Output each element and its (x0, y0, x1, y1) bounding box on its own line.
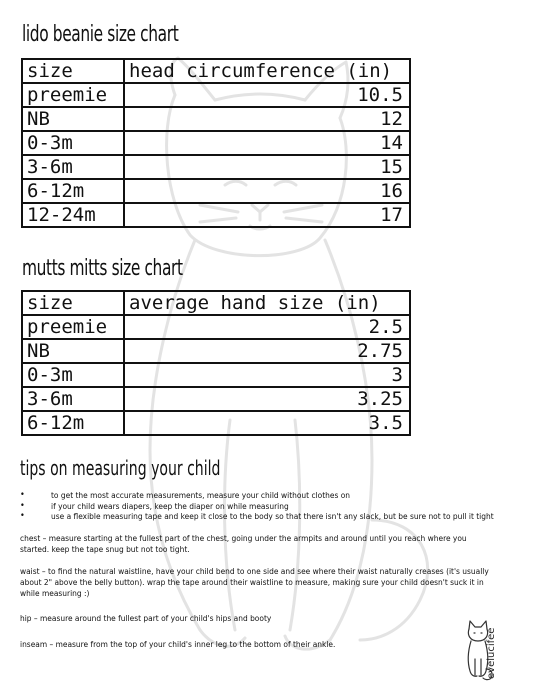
size-cell: 3-6m (22, 387, 124, 411)
size-cell: preemie (22, 83, 124, 107)
value-cell: 17 (124, 203, 410, 227)
mitts-size-table (21, 290, 411, 436)
value-cell: 15 (124, 155, 410, 179)
table-row (22, 179, 410, 203)
table-row (22, 387, 410, 411)
size-cell: 6-12m (22, 411, 124, 435)
beanie-chart-title: lido beanie size chart (22, 22, 179, 47)
size-cell: preemie (22, 315, 124, 339)
table-row (22, 107, 410, 131)
value-cell: 2.75 (124, 339, 410, 363)
size-cell: 0-3m (22, 363, 124, 387)
table-row (22, 155, 410, 179)
tips-heading: tips on measuring your child (20, 456, 221, 480)
beanie-size-table (21, 58, 411, 228)
value-cell: 2.5 (124, 315, 410, 339)
tips-bullet-list (20, 490, 510, 522)
table-row (22, 131, 410, 155)
size-column-header: size (22, 291, 124, 315)
list-item: • if your child wears diapers, keep the diaper on while measuring (20, 501, 510, 512)
table-row (22, 203, 410, 227)
size-cell: 6-12m (22, 179, 124, 203)
value-cell: 3.25 (124, 387, 410, 411)
measuring-tips-section (20, 456, 510, 650)
value-cell: 3 (124, 363, 410, 387)
size-cell: NB (22, 339, 124, 363)
table-row (22, 315, 410, 339)
size-column-header: size (22, 59, 124, 83)
mitts-chart-title: mutts mitts size chart (22, 256, 183, 281)
list-item: • to get the most accurate measurements, measure your child without clothes on (20, 490, 510, 501)
hand-size-column-header: average hand size (in) (124, 291, 410, 315)
table-header-row (22, 291, 410, 315)
table-row (22, 411, 410, 435)
table-row (22, 363, 410, 387)
table-header-row (22, 59, 410, 83)
head-circumference-column-header: head circumference (in) (124, 59, 410, 83)
size-cell: 12-24m (22, 203, 124, 227)
table-row (22, 83, 410, 107)
size-cell: NB (22, 107, 124, 131)
value-cell: 3.5 (124, 411, 410, 435)
brand-mark (461, 611, 519, 681)
value-cell: 12 (124, 107, 410, 131)
list-item: • use a flexible measuring tape and keep it close to the body so that there isn't any slack, but be sure not to pull it tight (20, 511, 510, 522)
value-cell: 10.5 (124, 83, 410, 107)
value-cell: 16 (124, 179, 410, 203)
hip-instructions: hip – measure around the fullest part of your child's hips and booty (20, 612, 272, 623)
table-row (22, 339, 410, 363)
brand-name: evelucifee (486, 627, 497, 679)
inseam-instructions: inseam – measure from the top of your child's inner leg to the bottom of their ankle. (20, 638, 336, 649)
waist-instructions: waist – to find the natural waistline, have your child bend to one side and see where their waist naturally creases (it's usually about 2" above the belly button). wrap the tape around their waistline to measure, making sure your child doesn't suck it in while measuring :) (20, 565, 489, 598)
size-cell: 0-3m (22, 131, 124, 155)
value-cell: 14 (124, 131, 410, 155)
size-cell: 3-6m (22, 155, 124, 179)
chest-instructions: chest – measure starting at the fullest part of the chest, going under the armpits and around until you reach where you started. keep the tape snug but not too tight. (20, 532, 467, 554)
